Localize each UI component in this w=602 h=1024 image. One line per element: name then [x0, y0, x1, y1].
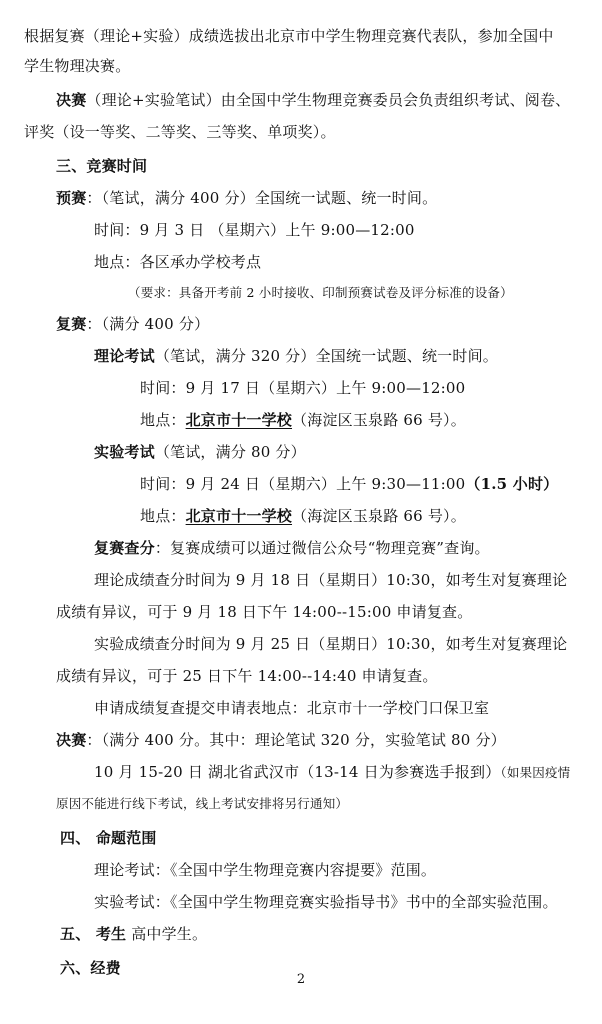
text-span: 成绩有异议，可于 9 月 18 日下午 14:00--15:00 申请复查。 — [56, 603, 473, 621]
bold-text-span: 预赛 — [56, 189, 87, 207]
text-line — [56, 156, 147, 176]
text-span: 申请成绩复查提交申请表地点：北京市十一学校门口保卫室 — [94, 699, 490, 717]
bold-text-span: 五、 考生 — [60, 925, 127, 943]
bold-text-span: 北京市十一学校 — [185, 411, 293, 429]
text-line — [56, 666, 438, 686]
text-span: ：复赛成绩可以通过微信公众号“物理竞赛”查询。 — [154, 539, 490, 557]
text-line — [56, 314, 209, 334]
text-line — [56, 602, 472, 622]
text-span: （如果因疫情 — [500, 765, 571, 780]
bold-text-span: 复赛 — [56, 315, 87, 333]
text-span: 时间：9 月 24 日（星期六）上午 9:30—11:00 — [140, 475, 466, 493]
text-span: 原因不能进行线下考试，线上考试安排将另行通知） — [56, 796, 349, 811]
text-span: ：（满分 400 分） — [86, 315, 210, 333]
text-line — [94, 442, 306, 462]
text-line — [94, 698, 489, 718]
bold-text-span: 北京市十一学校 — [185, 507, 293, 525]
bold-text-span: 决赛 — [56, 731, 87, 749]
bold-text-span: 六、经费 — [60, 959, 121, 977]
text-span: 评奖（设一等奖、二等奖、三等奖、单项奖）。 — [24, 123, 336, 141]
text-span: 时间：9 月 3 日 （星期六）上午 9:00—12:00 — [94, 221, 415, 239]
text-span: 实验成绩查分时间为 9 月 25 日（星期日）10:30，如考生对复赛理论 — [94, 635, 568, 653]
text-line — [94, 220, 415, 240]
text-line — [60, 924, 207, 944]
bold-text-span: 决赛 — [56, 91, 87, 109]
bold-text-span: 实验考试 — [94, 443, 155, 461]
text-line — [140, 506, 466, 526]
text-span: 理论考试：《全国中学生物理竞赛内容提要》范围。 — [94, 861, 437, 879]
text-line — [94, 346, 498, 366]
text-span: 地点： — [140, 411, 186, 429]
text-span: （笔试，满分 320 分）全国统一试题、统一时间。 — [154, 347, 498, 365]
text-span: 理论成绩查分时间为 9 月 18 日（星期日）10:30，如考生对复赛理论 — [94, 571, 568, 589]
text-line — [140, 474, 558, 494]
text-line — [56, 794, 348, 814]
text-span: 成绩有异议，可于 25 日下午 14:00--14:40 申请复查。 — [56, 667, 438, 685]
text-span: 地点： — [140, 507, 186, 525]
text-line — [60, 828, 157, 848]
text-line — [24, 56, 130, 76]
bold-text-span: （1.5 小时） — [465, 475, 559, 493]
text-span: ：（满分 400 分。其中：理论笔试 320 分，实验笔试 80 分） — [86, 731, 506, 749]
text-line — [24, 122, 336, 142]
text-span: （笔试，满分 80 分） — [154, 443, 306, 461]
text-line — [24, 26, 554, 46]
text-line — [94, 252, 261, 272]
text-span: （要求：具备开考前 2 小时接收、印制预赛试卷及评分标准的设备） — [128, 285, 513, 300]
bold-text-span: 复赛查分 — [94, 539, 155, 557]
text-span: 地点：各区承办学校考点 — [94, 253, 262, 271]
text-span: （理论+实验笔试）由全国中学生物理竞赛委员会负责组织考试、阅卷、 — [86, 91, 571, 109]
text-line — [56, 188, 437, 208]
text-line — [128, 283, 513, 303]
text-line — [94, 762, 570, 783]
text-span: 高中学生。 — [126, 925, 208, 943]
text-line — [94, 634, 567, 654]
text-span: 根据复赛（理论+实验）成绩选拔出北京市中学生物理竞赛代表队，参加全国中 — [24, 27, 554, 45]
text-span: ：（笔试，满分 400 分）全国统一试题、统一时间。 — [86, 189, 438, 207]
text-span: 实验考试：《全国中学生物理竞赛实验指导书》书中的全部实验范围。 — [94, 893, 558, 911]
text-span: 学生物理决赛。 — [24, 57, 131, 75]
text-line — [140, 378, 465, 398]
text-line — [140, 410, 466, 430]
page-number: 2 — [296, 972, 306, 987]
bold-text-span: 理论考试 — [94, 347, 155, 365]
text-span: （海淀区玉泉路 66 号）。 — [292, 411, 466, 429]
text-line — [94, 538, 490, 558]
bold-text-span: 三、竞赛时间 — [56, 157, 148, 175]
bold-text-span: 四、 命题范围 — [60, 829, 157, 847]
text-line — [94, 892, 558, 912]
text-span: 10 月 15-20 日 湖北省武汉市（13-14 日为参赛选手报到） — [94, 763, 501, 781]
text-line — [94, 570, 567, 590]
text-span: 时间：9 月 17 日（星期六）上午 9:00—12:00 — [140, 379, 466, 397]
text-span: （海淀区玉泉路 66 号）。 — [292, 507, 466, 525]
text-line — [94, 860, 436, 880]
text-line — [56, 730, 506, 750]
text-line — [56, 90, 570, 110]
